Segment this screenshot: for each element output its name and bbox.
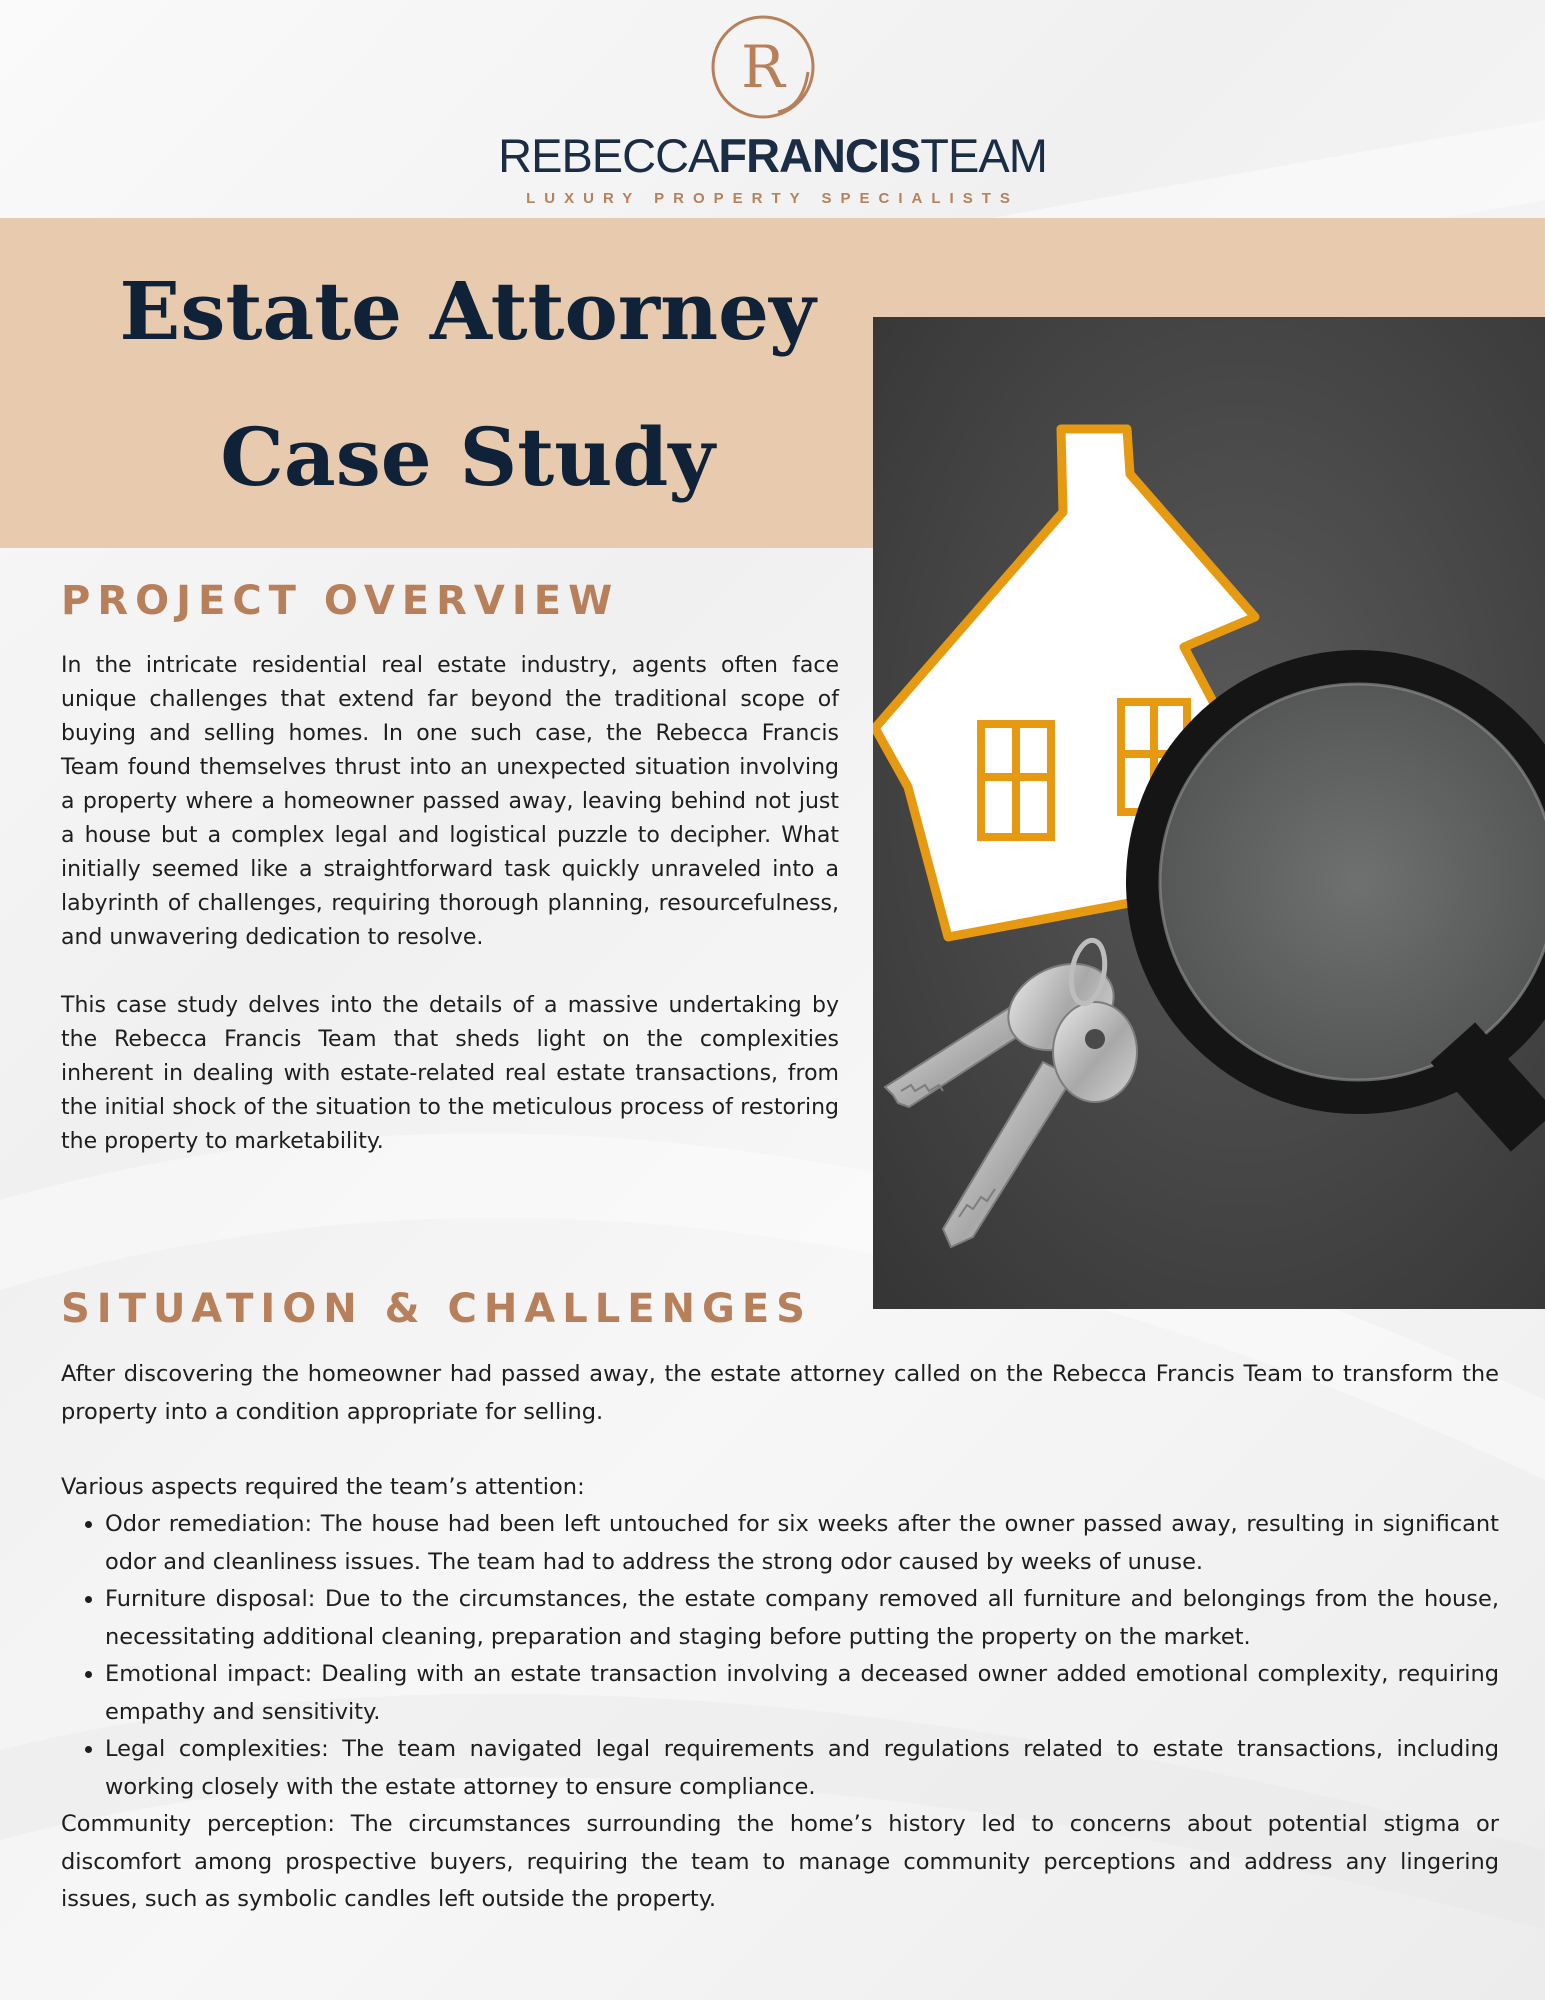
situation-intro: After discovering the homeowner had passed away, the estate attorney called on the Rebecca Francis Team to transform the property into a condition appropriate for selling. xyxy=(61,1361,1499,1425)
overview-paragraph: In the intricate residential real estate industry, agents often face unique challenges that extend far beyond the traditional scope of buying and selling homes. In one such case, the Rebecca Francis Team found themselves thrust into an unexpected situation involving a property where a homeowner passed away, leaving behind not just a house but a complex legal and logistical puzzle to decipher. What initially seemed like a straightforward task quickly unraveled into a labyrinth of challenges, requiring thorough planning, resourcefulness, and unwavering dedication to resolve. xyxy=(61,653,839,950)
page-title: Estate Attorney Case Study xyxy=(119,264,816,504)
list-intro: Various aspects required the team’s attention: xyxy=(61,1473,585,1500)
section-heading-overview: PROJECT OVERVIEW xyxy=(61,578,620,624)
list-item: • Legal complexities: The team navigated legal requirements and regulations related to estate transactions, including working closely with the estate attorney to ensure compliance. xyxy=(105,1731,1499,1806)
situation-closing: Community perception: The circumstances surrounding the home’s history led to concerns about potential stigma or discomfort among prospective buyers, requiring the team to manage community perceptions and address any lingering issues, such as symbolic candles left outside the property. xyxy=(61,1811,1499,1912)
situation-body xyxy=(61,1356,1499,1919)
overview-body xyxy=(61,649,839,1193)
section-heading-situation: SITUATION & CHALLENGES xyxy=(61,1286,812,1332)
challenges-list xyxy=(61,1506,1499,1806)
list-item: • Furniture disposal: Due to the circumstances, the estate company removed all furniture and belongings from the house, necessitating additional cleaning, preparation and staging before putting the property on the market. xyxy=(105,1581,1499,1656)
list-item: • Emotional impact: Dealing with an estate transaction involving a deceased owner added emotional complexity, requiring empathy and sensitivity. xyxy=(105,1656,1499,1731)
logo-monogram xyxy=(708,12,818,122)
overview-paragraph: This case study delves into the details of a massive undertaking by the Rebecca Francis Team that sheds light on the complexities inherent in dealing with estate-related real estate transactions, from the initial shock of the situation to the meticulous process of restoring the property to marketability. xyxy=(61,993,839,1154)
brand-name: REBECCAFRANCISTEAM xyxy=(498,129,1047,182)
list-item: • Odor remediation: The house had been left untouched for six weeks after the owner passed away, resulting in significant odor and cleanliness issues. The team had to address the strong odor caused by weeks of unuse. xyxy=(105,1506,1499,1581)
svg-text:R: R xyxy=(741,33,785,101)
brand-tagline: LUXURY PROPERTY SPECIALISTS xyxy=(526,190,1019,207)
house-keys-photo xyxy=(873,317,1545,1309)
